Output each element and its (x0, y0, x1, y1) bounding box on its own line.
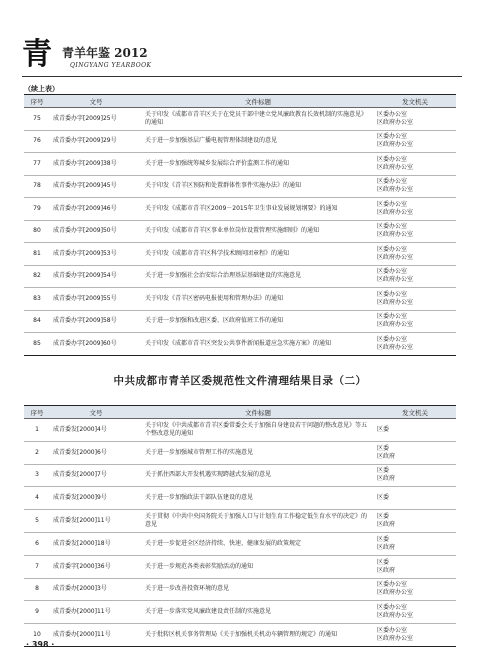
table-row (24, 578, 456, 601)
row-number: 9 (24, 601, 50, 624)
header-title: 青羊年鉴 2012 (62, 46, 148, 60)
row-number: 75 (24, 108, 50, 131)
row-issuer: 区委 区政府 (374, 441, 456, 464)
row-doc-number: 成青委办字[2009]60号 (50, 333, 142, 356)
table-row (24, 464, 456, 487)
row-doc-number: 成青委办字[2009]54号 (50, 265, 142, 288)
row-number: 79 (24, 198, 50, 221)
row-number: 4 (24, 487, 50, 510)
row-doc-number: 成青委发[2000]11号 (50, 510, 142, 533)
page-number: · 398 · (26, 640, 55, 649)
row-doc-number: 成青委办字[2009]55号 (50, 288, 142, 311)
row-issuer: 区委办公室 区政府办公室 (374, 175, 456, 198)
row-number: 80 (24, 220, 50, 243)
row-number: 82 (24, 265, 50, 288)
row-doc-number: 成青委字[2000]36号 (50, 555, 142, 578)
col-header-issuer: 发文机关 (374, 95, 456, 108)
row-number: 81 (24, 243, 50, 266)
row-number: 8 (24, 578, 50, 601)
document-table-continued (24, 94, 456, 356)
table-row (24, 153, 456, 176)
table-row (24, 175, 456, 198)
row-issuer: 区委办公室 区政府办公室 (374, 265, 456, 288)
table-row (24, 441, 456, 464)
row-doc-number: 成青委发[2000]6号 (50, 441, 142, 464)
row-issuer: 区委 区政府 (374, 532, 456, 555)
row-number: 77 (24, 153, 50, 176)
page-header (22, 38, 462, 78)
row-number: 1 (24, 419, 50, 442)
table-row (24, 130, 456, 153)
row-file-title: 关于贯彻《中共中央国务院关于加强人口与计划生育工作稳定低生育水平的决定》的意见 (142, 510, 374, 533)
row-issuer: 区委办公室 区政府办公室 (374, 310, 456, 333)
header-rule (22, 76, 462, 77)
table-row (24, 108, 456, 131)
row-number: 10 (24, 624, 50, 647)
row-doc-number: 成青委办字[2009]46号 (50, 198, 142, 221)
row-issuer: 区委办公室 区政府办公室 (374, 288, 456, 311)
row-file-title: 关于印发《成都市青羊区科学技术顾问团章程》的通知 (142, 243, 374, 266)
table-row (24, 624, 456, 647)
row-number: 84 (24, 310, 50, 333)
table-header-row (24, 406, 456, 419)
row-doc-number: 成青委办[2000]3号 (50, 578, 142, 601)
table-row (24, 265, 456, 288)
row-issuer: 区委 区政府 (374, 464, 456, 487)
row-number: 5 (24, 510, 50, 533)
row-file-title: 关于进一步加强社会治安综合治理基层基础建设的实施意见 (142, 265, 374, 288)
row-file-title: 关于进一步加强城市管理工作的实施意见 (142, 441, 374, 464)
row-number: 78 (24, 175, 50, 198)
row-doc-number: 成青委办[2000]11号 (50, 624, 142, 647)
row-doc-number: 成青委办[2000]11号 (50, 601, 142, 624)
row-doc-number: 成青委办字[2009]50号 (50, 220, 142, 243)
row-file-title: 关于进一步改善投资环境的意见 (142, 578, 374, 601)
row-doc-number: 成青委发[2000]7号 (50, 464, 142, 487)
col-header-doc-number: 文号 (50, 406, 142, 419)
row-doc-number: 成青委办字[2009]25号 (50, 108, 142, 131)
row-number: 3 (24, 464, 50, 487)
header-subtitle: QINGYANG YEARBOOK (70, 62, 152, 69)
row-doc-number: 成青委办字[2009]29号 (50, 130, 142, 153)
row-issuer: 区委 (374, 487, 456, 510)
row-file-title: 关于印发《成都市青羊区事业单位岗位设置管理实施细则》的通知 (142, 220, 374, 243)
row-file-title: 关于进一步促进全区经济持续、快速、健康发展的政策规定 (142, 532, 374, 555)
row-file-title: 关于印发《成都市青羊区突发公共事件新闻报道应急实施方案》的通知 (142, 333, 374, 356)
table-row (24, 198, 456, 221)
row-file-title: 关于批转区机关事务管理局《关于加强机关机动车辆管理的规定》的通知 (142, 624, 374, 647)
row-issuer: 区委办公室 区政府办公室 (374, 198, 456, 221)
table-header-row (24, 95, 456, 108)
row-issuer: 区委 (374, 419, 456, 442)
row-doc-number: 成青委发[2000]18号 (50, 532, 142, 555)
table-row (24, 601, 456, 624)
row-file-title: 关于抓住西部大开发机遇实现跨越式发展的意见 (142, 464, 374, 487)
continuation-label: （续上表） (24, 85, 59, 93)
row-issuer: 区委办公室 区政府办公室 (374, 220, 456, 243)
row-file-title: 关于印发《青羊区预防和处置群体性事件实施办法》的通知 (142, 175, 374, 198)
row-number: 85 (24, 333, 50, 356)
row-issuer: 区委办公室 区政府办公室 (374, 130, 456, 153)
row-issuer: 区委办公室 区政府办公室 (374, 333, 456, 356)
row-file-title: 关于印发《成都市青羊区2009－2015年卫生事业发展规划纲要》的通知 (142, 198, 374, 221)
col-header-number: 序号 (24, 95, 50, 108)
row-number: 76 (24, 130, 50, 153)
row-issuer: 区委办公室 区政府办公室 (374, 624, 456, 647)
row-issuer: 区委办公室 区政府办公室 (374, 243, 456, 266)
row-file-title: 关于印发《青羊区密码电报使用和管理办法》的通知 (142, 288, 374, 311)
row-file-title: 关于进一步加强和改进区委、区政府值班工作的通知 (142, 310, 374, 333)
row-doc-number: 成青委办字[2009]53号 (50, 243, 142, 266)
table-row (24, 419, 456, 442)
row-file-title: 关于印发《成都市青羊区关于在党员干部中建立党风廉政教育长效机制的实施意见》的通知 (142, 108, 374, 131)
col-header-doc-number: 文号 (50, 95, 142, 108)
row-doc-number: 成青委办字[2009]38号 (50, 153, 142, 176)
col-header-file-title: 文件标题 (142, 95, 374, 108)
row-issuer: 区委 区政府 (374, 510, 456, 533)
col-header-issuer: 发文机关 (374, 406, 456, 419)
row-file-title: 关于印发《中共成都市青羊区委常委会关于加强自身建设若干问题的整改意见》等五个整改意见的通知 (142, 419, 374, 442)
row-issuer: 区委办公室 区政府办公室 (374, 601, 456, 624)
row-number: 7 (24, 555, 50, 578)
col-header-number: 序号 (24, 406, 50, 419)
row-doc-number: 成青委发[2000]4号 (50, 419, 142, 442)
section-title: 中共成都市青羊区委规范性文件清理结果目录（二） (113, 375, 367, 387)
row-number: 83 (24, 288, 50, 311)
table-row (24, 243, 456, 266)
row-issuer: 区委 区政府 (374, 555, 456, 578)
row-doc-number: 成青委办字[2009]58号 (50, 310, 142, 333)
table-row (24, 555, 456, 578)
col-header-file-title: 文件标题 (142, 406, 374, 419)
table-row (24, 288, 456, 311)
row-issuer: 区委办公室 区政府办公室 (374, 578, 456, 601)
row-file-title: 关于进一步加强基层广播电视管理体制建设的意见 (142, 130, 374, 153)
row-issuer: 区委办公室 区政府办公室 (374, 108, 456, 131)
row-doc-number: 成青委发[2000]9号 (50, 487, 142, 510)
table-row (24, 510, 456, 533)
row-doc-number: 成青委办字[2009]45号 (50, 175, 142, 198)
row-file-title: 关于进一步规范各类表彰奖励活动的通知 (142, 555, 374, 578)
table-row (24, 220, 456, 243)
document-table-two (24, 405, 456, 647)
table-row (24, 532, 456, 555)
row-number: 6 (24, 532, 50, 555)
row-issuer: 区委办公室 区政府办公室 (374, 153, 456, 176)
table-row (24, 310, 456, 333)
table-row (24, 333, 456, 356)
row-file-title: 关于进一步落实党风廉政建设责任制的实施意见 (142, 601, 374, 624)
yearbook-logo: 青 (22, 37, 52, 72)
row-file-title: 关于进一步加强统筹城乡发展综合评价监测工作的通知 (142, 153, 374, 176)
row-file-title: 关于进一步加强政法干部队伍建设的意见 (142, 487, 374, 510)
table-row (24, 487, 456, 510)
row-number: 2 (24, 441, 50, 464)
